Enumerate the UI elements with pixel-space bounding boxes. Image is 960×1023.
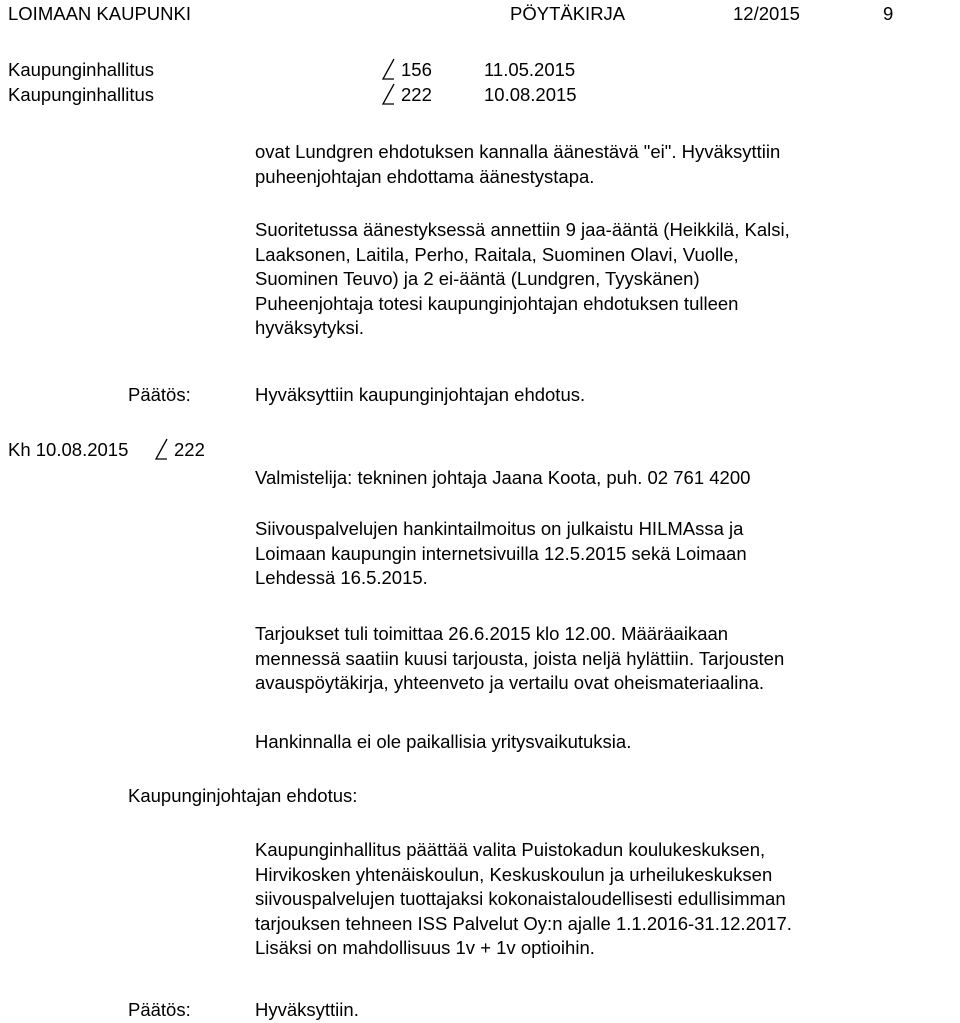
section-mark-icon (382, 58, 396, 80)
proposal-paragraph (255, 838, 792, 961)
decision-label: Päätös: (128, 999, 191, 1020)
text-line: puheenjohtajan ehdottama äänestystapa. (255, 165, 595, 187)
text-line: Loimaan kaupungin internetsivuilla 12.5.2015 sekä Loimaan (255, 542, 747, 564)
text-line: hyväksytyksi. (255, 317, 364, 338)
announcement-paragraph (255, 517, 747, 591)
text-line: Suominen Teuvo) ja 2 ei-ääntä (Lundgren, Tyyskänen) (255, 268, 700, 289)
text-line: siivouspalvelujen tuottajaksi kokonaistaloudellisesti edullisimman (255, 888, 786, 909)
reference-date-1: 11.05.2015 (484, 59, 576, 80)
document-type: PÖYTÄKIRJA (510, 3, 626, 24)
voting-result-paragraph (255, 218, 790, 341)
reference-body-1: Kaupunginhallitus (8, 59, 155, 80)
text-line: Siivouspalvelujen hankintailmoitus on julkaistu HILMAssa ja (255, 518, 744, 539)
reference-number-1: 156 (401, 59, 432, 80)
decision-text: Hyväksyttiin. (255, 999, 359, 1020)
section-mark-icon (382, 83, 396, 105)
tenders-paragraph (255, 622, 784, 696)
text-line: Kaupunginhallitus päättää valita Puistokadun koulukeskuksen, (255, 839, 766, 860)
text-line: Lehdessä 16.5.2015. (255, 567, 428, 588)
business-impact-paragraph: Hankinnalla ei ole paikallisia yritysvaikutuksia. (255, 731, 632, 752)
reference-number-2: 222 (401, 84, 432, 105)
section-reference-number: 222 (174, 439, 205, 460)
organization-name: LOIMAAN KAUPUNKI (8, 3, 191, 24)
proposal-label: Kaupunginjohtajan ehdotus: (128, 785, 358, 806)
voting-method-paragraph (255, 140, 780, 189)
decision-text: Hyväksyttiin kaupunginjohtajan ehdotus. (255, 384, 586, 405)
section-reference-label: Kh 10.08.2015 (8, 439, 129, 460)
text-line: mennessä saatiin kuusi tarjousta, joista neljä hylättiin. Tarjousten (255, 647, 785, 669)
text-line: Hirvikosken yhtenäiskoulun, Keskuskoulun ja urheilukeskuksen (255, 863, 773, 885)
text-line: tarjouksen tehneen ISS Palvelut Oy:n ajalle 1.1.2016-31.12.2017. (255, 912, 792, 934)
decision-label: Päätös: (128, 384, 191, 405)
text-line: Lisäksi on mahdollisuus 1v + 1v optioihin. (255, 937, 595, 958)
text-line: Puheenjohtaja totesi kaupunginjohtajan ehdotuksen tulleen (255, 292, 739, 314)
text-line: avauspöytäkirja, yhteenveto ja vertailu ovat oheismateriaalina. (255, 672, 765, 693)
text-line: Suoritetussa äänestyksessä annettiin 9 jaa-ääntä (Heikkilä, Kalsi, (255, 219, 790, 240)
reference-body-2: Kaupunginhallitus (8, 84, 155, 105)
section-mark-icon (155, 438, 169, 460)
document-number: 12/2015 (733, 3, 800, 24)
text-line: Tarjoukset tuli toimittaa 26.6.2015 klo 12.00. Määräaikaan (255, 623, 729, 644)
preparer-line: Valmistelija: tekninen johtaja Jaana Koota, puh. 02 761 4200 (255, 467, 751, 488)
reference-date-2: 10.08.2015 (484, 84, 577, 105)
text-line: Laaksonen, Laitila, Perho, Raitala, Suominen Olavi, Vuolle, (255, 243, 739, 265)
text-line: ovat Lundgren ehdotuksen kannalla äänestävä "ei". Hyväksyttiin (255, 141, 781, 162)
page-number: 9 (883, 3, 894, 24)
